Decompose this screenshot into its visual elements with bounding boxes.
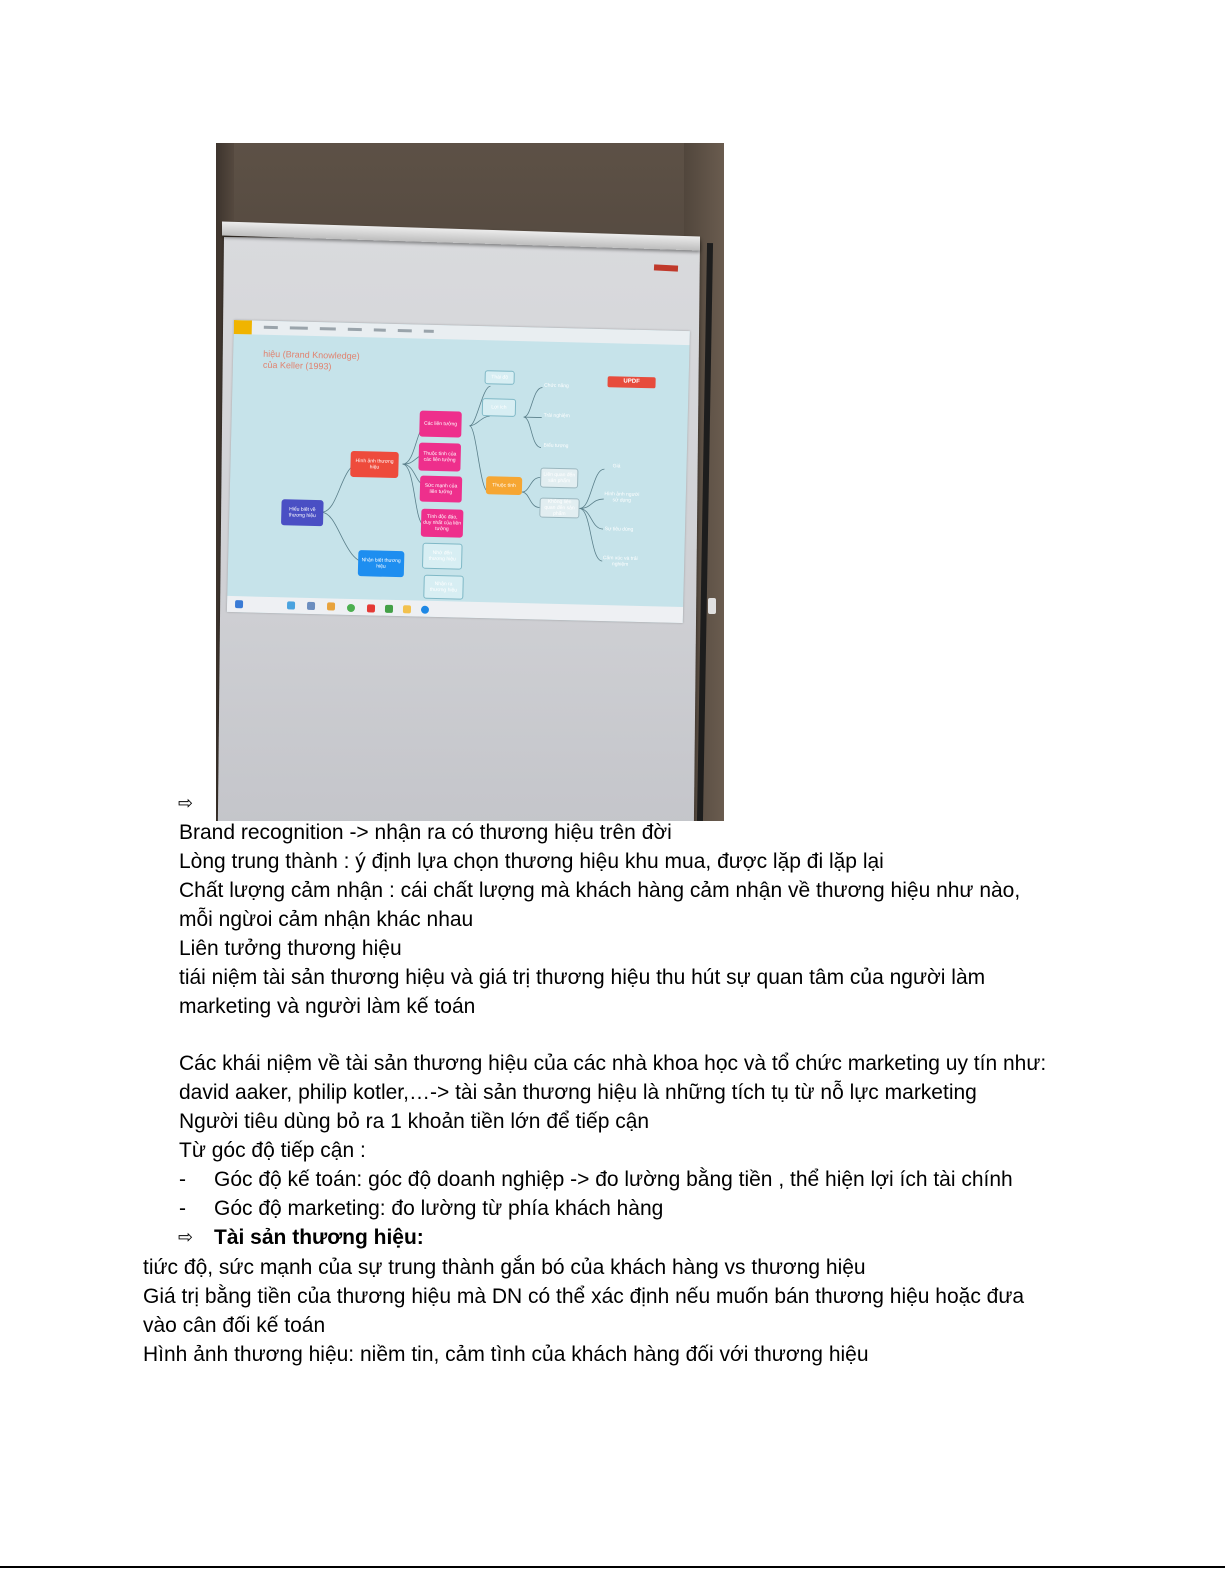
mindmap-node: Liên quan đến sản phẩm <box>540 468 578 489</box>
start-icon <box>235 600 243 608</box>
text-line: david aaker, philip kotler,…-> tài sản thương hiệu là những tích tụ từ nỗ lực marketing <box>179 1081 977 1104</box>
mindmap-node: Nhận biết thương hiệu <box>358 550 405 577</box>
mindmap-node: Biểu tượng <box>543 442 569 450</box>
bullet-item: Góc độ kế toán: góc độ doanh nghiệp -> đo lường bằng tiền , thể hiện lợi ích tài chính <box>214 1168 1013 1191</box>
mindmap-node: Hình ảnh người sử dụng <box>604 491 640 504</box>
embedded-photo <box>216 143 724 821</box>
mindmap-node: Giá <box>612 463 621 470</box>
mindmap-node: Các liên tưởng <box>419 411 462 438</box>
wall-device <box>708 598 716 614</box>
mindmap-node: Trải nghiệm <box>543 412 570 420</box>
projected-slide <box>227 320 690 623</box>
arrow-marker-icon: ⇨ <box>178 793 194 814</box>
slide-title: hiệu (Brand Knowledge) của Keller (1993) <box>262 348 360 372</box>
mindmap-node: Nhận ra thương hiệu <box>423 575 464 600</box>
bullet-item: Góc độ marketing: đo lường từ phía khách hàng <box>214 1197 664 1220</box>
mindmap-node: Sự tiêu dùng <box>604 526 634 533</box>
updf-badge: UPDF <box>607 376 655 388</box>
mindmap-node: Hình ảnh thương hiệu <box>350 451 399 478</box>
app-icon <box>385 605 393 613</box>
app-icon <box>403 605 411 613</box>
text-line: Lòng trung thành : ý định lựa chọn thương hiệu khu mua, được lặp đi lặp lại <box>179 850 884 873</box>
mindmap-node: Không liên quan đến sản phẩm <box>539 498 579 519</box>
mindmap-node: Chức năng <box>544 382 569 390</box>
text-line: Người tiêu dùng bỏ ra 1 khoản tiền lớn để tiếp cận <box>179 1110 650 1133</box>
mindmap-node: Hiểu biết về thương hiệu <box>281 499 324 526</box>
mindmap-node: Lợi ích <box>482 398 516 417</box>
section-heading: Tài sản thương hiệu: <box>214 1226 424 1249</box>
mindmap-node: Cảm xúc và trải nghiệm <box>602 555 638 568</box>
arrow-marker-icon: ⇨ <box>178 1227 194 1248</box>
bullet-marker: - <box>179 1168 186 1191</box>
text-line: vào cân đối kế toán <box>143 1314 326 1337</box>
mindmap-node: Nhớ đến thương hiệu <box>422 543 463 570</box>
mindmap-node: Tính độc đáo, duy nhất của liên tưởng <box>421 509 464 538</box>
text-line: Chất lượng cảm nhận : cái chất lượng mà khách hàng cảm nhận về thương hiệu như nào, <box>179 879 1021 902</box>
text-line: tiức độ, sức mạnh của sự trung thành gắn bó của khách hàng vs thương hiệu <box>143 1256 866 1279</box>
app-icon <box>287 601 295 609</box>
text-line: Liên tưởng thương hiệu <box>179 937 402 960</box>
text-line: Các khái niệm về tài sản thương hiệu của các nhà khoa học và tổ chức marketing uy tín như: <box>179 1052 1047 1075</box>
mindmap-node: Thuộc tính của các liên tưởng <box>418 443 461 472</box>
mindmap-node: Thuộc tính <box>486 476 522 495</box>
text-line: Hình ảnh thương hiệu: niềm tin, cảm tình của khách hàng đối với thương hiệu <box>143 1343 869 1366</box>
app-icon <box>367 604 375 612</box>
page-bottom-rule <box>0 1566 1225 1568</box>
text-line: marketing và người làm kế toán <box>179 995 476 1018</box>
app-icon <box>307 602 315 610</box>
text-line: mỗi ngừoi cảm nhận khác nhau <box>179 908 474 931</box>
casing-logo <box>654 264 678 271</box>
text-line: Từ góc độ tiếp cận : <box>179 1139 366 1162</box>
mindmap-node: Thái độ <box>485 370 515 385</box>
bullet-marker: - <box>179 1197 186 1220</box>
app-icon <box>327 602 335 610</box>
text-line: Giá trị bằng tiền của thương hiệu mà DN có thể xác định nếu muốn bán thương hiệu hoặc đưa <box>143 1285 1025 1308</box>
text-line: Brand recognition -> nhận ra có thương hiệu trên đời <box>179 821 672 844</box>
text-line: tiái niệm tài sản thương hiệu và giá trị thương hiệu thu hút sự quan tâm của người làm <box>179 966 986 989</box>
mindmap-node: Sức mạnh của liên tưởng <box>420 476 463 503</box>
